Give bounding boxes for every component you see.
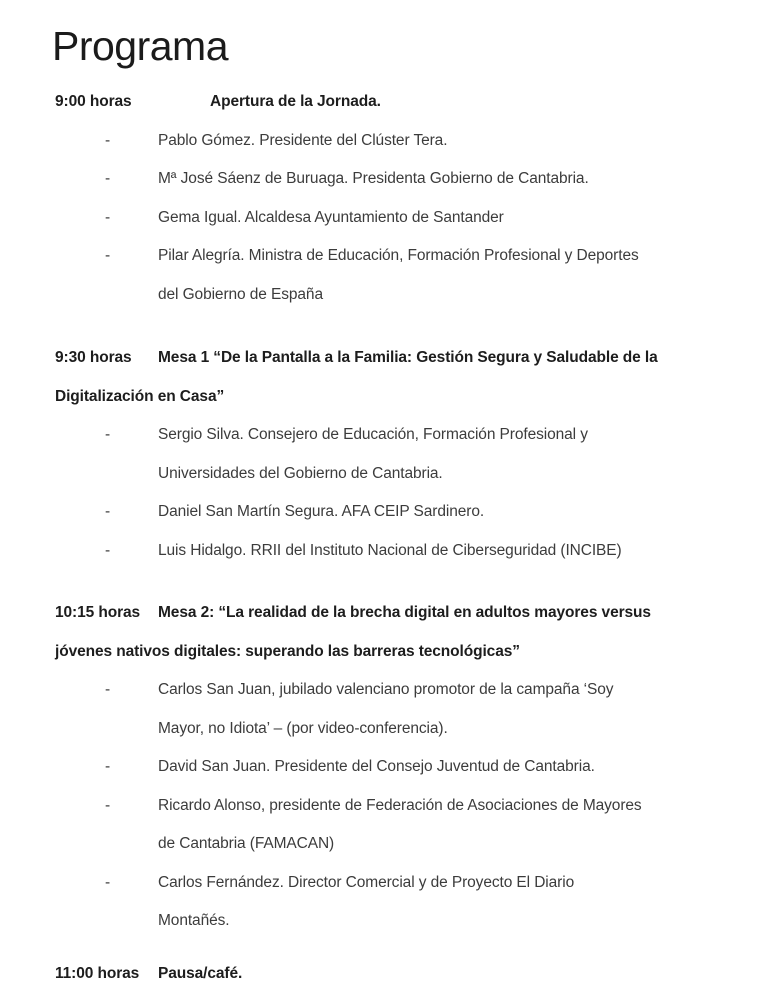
session-header: [55, 955, 732, 994]
agenda-section-0900: [55, 83, 732, 314]
bullet-marker: -: [105, 681, 111, 699]
bullet-marker: -: [105, 247, 111, 265]
bullet-marker: -: [105, 503, 111, 521]
bullet-item: [105, 122, 732, 161]
bullet-text-continuation: del Gobierno de España: [158, 285, 323, 303]
bullet-item: [105, 199, 732, 238]
bullet-text-continuation: de Cantabria (FAMACAN): [158, 835, 335, 853]
bullet-text-continuation: Universidades del Gobierno de Cantabria.: [158, 464, 443, 482]
agenda-section-1100: [55, 955, 732, 994]
bullet-item: [105, 787, 732, 826]
session-header: [55, 594, 732, 633]
session-header: [55, 83, 732, 122]
bullet-item: [105, 671, 732, 710]
session-time: 9:00 horas: [55, 93, 132, 111]
page-title: Programa: [52, 23, 229, 69]
bullet-marker: -: [105, 796, 111, 814]
bullet-marker: -: [105, 541, 111, 559]
session-title-continuation: jóvenes nativos digitales: superando las barreras tecnológicas”: [55, 642, 520, 660]
bullet-marker: -: [105, 131, 111, 149]
session-title: Mesa 2: “La realidad de la brecha digital en adultos mayores versus: [158, 604, 651, 622]
bullet-marker: -: [105, 208, 111, 226]
bullet-item: [105, 160, 732, 199]
session-title: Pausa/café.: [158, 964, 243, 982]
bullet-marker: -: [105, 170, 111, 188]
bullet-text: Pablo Gómez. Presidente del Clúster Tera.: [158, 131, 448, 149]
bullet-item: [105, 237, 732, 276]
bullet-text: David San Juan. Presidente del Consejo Juventud de Cantabria.: [158, 758, 595, 776]
bullet-marker: -: [105, 873, 111, 891]
bullet-text: Gema Igual. Alcaldesa Ayuntamiento de Santander: [158, 208, 504, 226]
bullet-marker: -: [105, 758, 111, 776]
bullet-text: Daniel San Martín Segura. AFA CEIP Sardinero.: [158, 503, 485, 521]
bullet-text-continuation: Mayor, no Idiota’ – (por video-conferencia).: [158, 719, 448, 737]
bullet-text: Carlos Fernández. Director Comercial y de Proyecto El Diario: [158, 873, 575, 891]
bullet-text: Luis Hidalgo. RRII del Instituto Nacional de Ciberseguridad (INCIBE): [158, 541, 622, 559]
agenda: [55, 83, 732, 993]
agenda-section-1015: [55, 594, 732, 941]
bullet-text: Sergio Silva. Consejero de Educación, Formación Profesional y: [158, 426, 588, 444]
bullet-text-continuation: Montañés.: [158, 912, 230, 930]
bullet-item: [105, 532, 732, 571]
bullet-text: Pilar Alegría. Ministra de Educación, Formación Profesional y Deportes: [158, 247, 639, 265]
session-header: [55, 339, 732, 378]
agenda-section-0930: [55, 339, 732, 570]
session-time: 10:15 horas: [55, 604, 141, 622]
bullet-marker: -: [105, 426, 111, 444]
bullet-text: Ricardo Alonso, presidente de Federación de Asociaciones de Mayores: [158, 796, 642, 814]
bullet-item: [105, 864, 732, 903]
session-time: 9:30 horas: [55, 349, 132, 367]
session-title: Mesa 1 “De la Pantalla a la Familia: Gestión Segura y Saludable de la: [158, 349, 658, 367]
bullet-item: [105, 748, 732, 787]
session-title-continuation: Digitalización en Casa”: [55, 387, 225, 405]
bullet-text: Mª José Sáenz de Buruaga. Presidenta Gobierno de Cantabria.: [158, 170, 589, 188]
bullet-text: Carlos San Juan, jubilado valenciano promotor de la campaña ‘Soy: [158, 681, 614, 699]
bullet-item: [105, 493, 732, 532]
session-title: Apertura de la Jornada.: [210, 93, 381, 111]
session-time: 11:00 horas: [55, 964, 140, 982]
bullet-item: [105, 416, 732, 455]
